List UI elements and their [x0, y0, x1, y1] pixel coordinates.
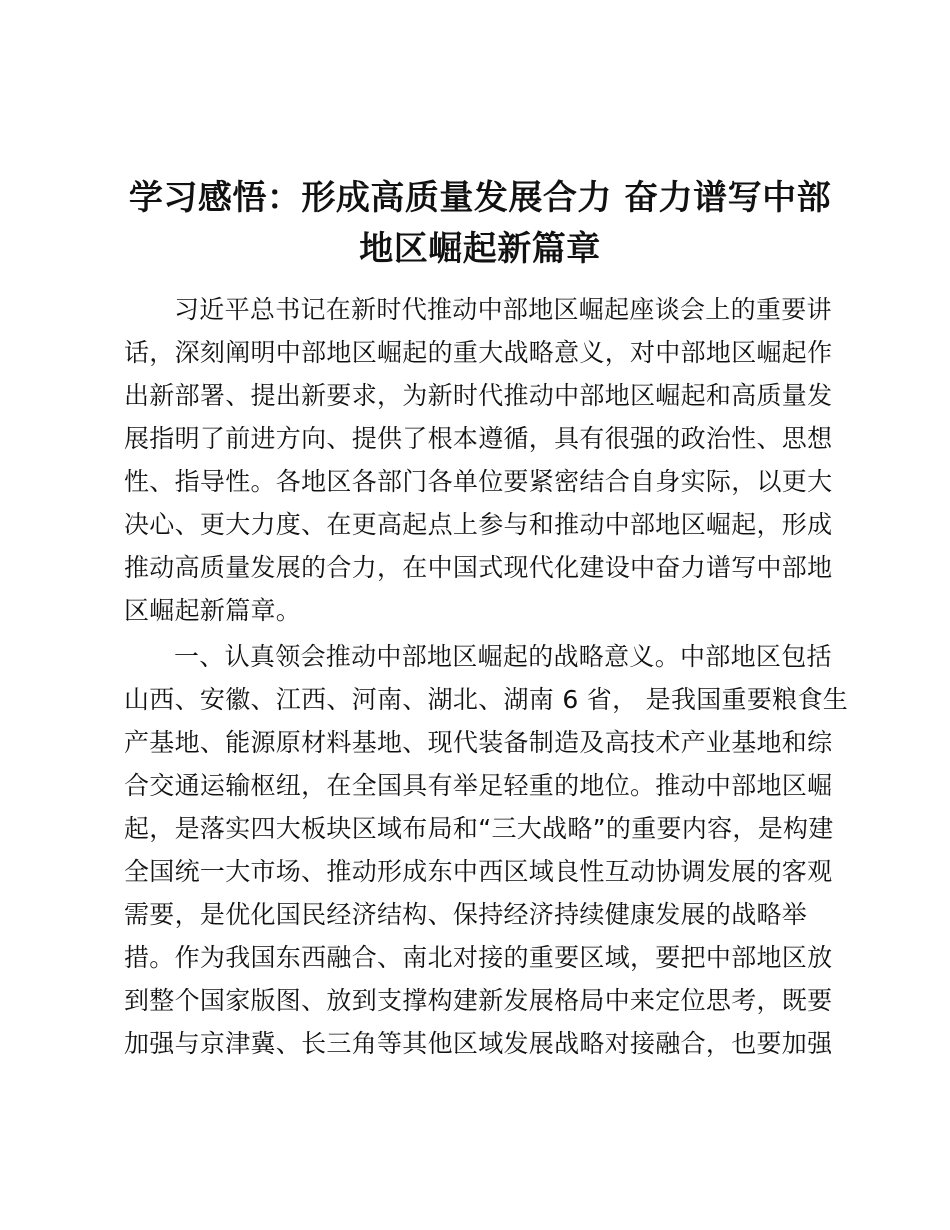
paragraph-1-line-5: 性、指导性。各地区各部门各单位要紧密结合自身实际，以更大 [124, 467, 833, 496]
paragraph-2-line-10: 加强与京津冀、长三角等其他区域发展战略对接融合，也要加强 [124, 1029, 833, 1058]
paragraph-2-line-1: 一、认真领会推动中部地区崛起的战略意义。中部地区包括 [174, 642, 832, 671]
paragraph-2-line-7: 需要，是优化国民经济结构、保持经济持续健康发展的战略举 [124, 900, 808, 929]
document-title-line-1: 学习感悟：形成高质量发展合力 奋力谱写中部 [128, 178, 832, 218]
paragraph-2-line-2: 山西、安徽、江西、河南、湖北、湖南 6 省， 是我国重要粮食生 [124, 685, 849, 714]
paragraph-1-line-8: 区崛起新篇章。 [124, 596, 302, 625]
paragraph-2-line-8: 措。作为我国东西融合、南北对接的重要区域，要把中部地区放 [124, 943, 833, 972]
paragraph-1-line-1: 习近平总书记在新时代推动中部地区崛起座谈会上的重要讲 [174, 295, 832, 324]
paragraph-1-line-3: 出新部署、提出新要求，为新时代推动中部地区崛起和高质量发 [124, 381, 833, 410]
paragraph-2-line-9: 到整个国家版图、放到支撑构建新发展格局中来定位思考，既要 [124, 986, 833, 1015]
paragraph-2-line-6: 全国统一大市场、推动形成东中西区域良性互动协调发展的客观 [124, 857, 833, 886]
paragraph-2-line-4: 合交通运输枢纽，在全国具有举足轻重的地位。推动中部地区崛 [124, 771, 833, 800]
document-title-line-2: 地区崛起新篇章 [359, 229, 601, 269]
paragraph-1-line-4: 展指明了前进方向、提供了根本遵循，具有很强的政治性、思想 [124, 424, 833, 453]
paragraph-2-line-5: 起，是落实四大板块区域布局和“三大战略”的重要内容，是构建 [124, 814, 834, 843]
paragraph-1-line-2: 话，深刻阐明中部地区崛起的重大战略意义，对中部地区崛起作 [124, 338, 833, 367]
paragraph-1-line-6: 决心、更大力度、在更高起点上参与和推动中部地区崛起，形成 [124, 510, 833, 539]
paragraph-1-line-7: 推动高质量发展的合力，在中国式现代化建设中奋力谱写中部地 [124, 553, 833, 582]
paragraph-2-line-3: 产基地、能源原材料基地、现代装备制造及高技术产业基地和综 [124, 728, 833, 757]
